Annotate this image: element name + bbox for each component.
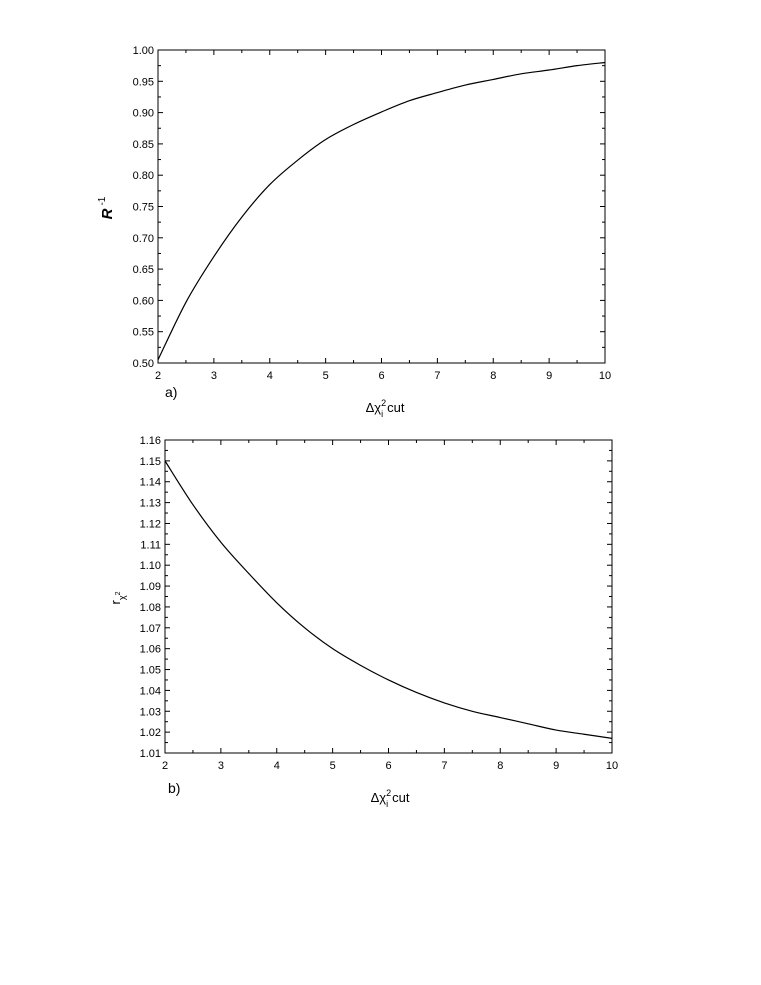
y-tick-label: 1.09 [139, 581, 161, 594]
x-tick-label: 3 [210, 370, 217, 382]
x-tick-label: 8 [497, 760, 504, 772]
x-tick-label: 9 [546, 370, 553, 382]
x-tick-label: 4 [273, 760, 280, 772]
y-tick-label: 0.65 [132, 264, 154, 277]
y-axis-label-main: R [99, 208, 116, 220]
y-tick-label: 1.03 [139, 706, 161, 719]
panel-label: b) [168, 780, 181, 796]
x-axis-label-sub: i [381, 409, 384, 419]
x-tick-label: 7 [441, 760, 448, 772]
y-tick-label: 0.90 [132, 107, 154, 120]
y-tick-label: 0.95 [132, 76, 154, 89]
y-axis-label-subsup: 2 [115, 591, 122, 596]
x-tick-label: 6 [378, 370, 385, 382]
y-tick-label: 0.60 [132, 295, 154, 308]
x-tick-label: 8 [490, 370, 497, 382]
x-axis-label-prefix: Δχ [365, 400, 382, 415]
y-tick-label: 1.00 [132, 45, 154, 57]
plot-frame [165, 440, 612, 753]
x-axis-label-suffix: cut [387, 400, 405, 415]
y-tick-label: 0.50 [132, 358, 154, 370]
x-tick-label: 7 [434, 370, 441, 382]
y-tick-label: 1.08 [139, 601, 161, 614]
x-axis-label [366, 398, 405, 419]
y-tick-label: 0.85 [132, 138, 154, 151]
x-tick-label: 10 [598, 370, 612, 382]
x-tick-label: 5 [322, 370, 329, 382]
y-tick-label: 1.11 [140, 539, 161, 552]
y-tick-label: 1.04 [139, 685, 161, 698]
y-axis-label-main: r [108, 600, 123, 605]
x-tick-label: 9 [553, 760, 560, 772]
x-axis-label-sub: i [386, 799, 389, 809]
series-line [158, 63, 605, 360]
x-axis-label [371, 788, 410, 809]
y-tick-label: 1.07 [139, 622, 161, 635]
y-axis-label [108, 591, 127, 604]
series-line [165, 461, 612, 739]
y-tick-label: 1.06 [139, 643, 161, 656]
x-axis-label-sup: 2 [386, 788, 392, 798]
y-axis-label-sub: χ [117, 595, 127, 601]
x-axis-label-sup: 2 [381, 398, 387, 408]
x-axis-label-prefix: Δχ [370, 790, 387, 805]
y-tick-label: 1.16 [139, 435, 161, 447]
x-tick-label: 3 [217, 760, 224, 772]
chart-b [108, 435, 618, 809]
y-tick-label: 1.12 [139, 518, 161, 531]
plot-frame [158, 50, 605, 363]
x-tick-label: 6 [385, 760, 392, 772]
x-tick-label: 2 [154, 370, 162, 382]
y-tick-label: 0.55 [132, 326, 154, 339]
x-tick-label: 10 [605, 760, 619, 772]
y-axis-label [97, 196, 116, 219]
y-tick-label: 0.70 [132, 232, 154, 245]
x-tick-label: 5 [329, 760, 336, 772]
y-tick-label: 1.14 [139, 476, 161, 489]
x-tick-label: 4 [266, 370, 273, 382]
x-tick-label: 2 [161, 760, 169, 772]
y-tick-label: 1.02 [139, 727, 161, 740]
y-tick-label: 1.01 [139, 748, 161, 760]
y-tick-label: 0.80 [132, 170, 154, 183]
y-axis-label-sup: -1 [97, 196, 108, 206]
panel-label: a) [165, 384, 178, 400]
y-tick-label: 1.13 [139, 497, 161, 510]
y-tick-label: 0.75 [132, 201, 154, 214]
x-axis-label-suffix: cut [392, 790, 410, 805]
y-tick-label: 1.05 [139, 664, 161, 677]
y-tick-label: 1.10 [139, 560, 161, 573]
chart-a [97, 45, 611, 419]
y-tick-label: 1.15 [139, 455, 161, 468]
